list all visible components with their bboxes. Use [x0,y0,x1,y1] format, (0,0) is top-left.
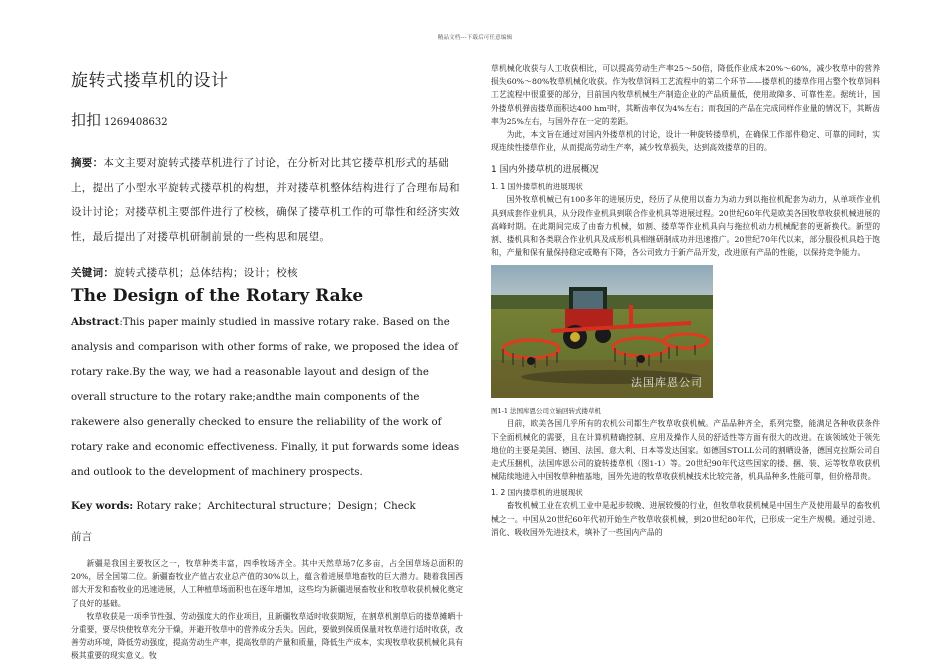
section-1-1-paragraph-1: 国外牧草机械已有100多年的进展历史，经历了从使用以畜力为动力到以拖拉机配套为动力，从单项作业机具到成套作业机具，从分段作业机具到联合作业机具等进展过程。20世纪60年代是欧美各国牧草收获机械进展的高峰时期。在此期间完成了由畜力机械，如割、搂草等作业机具向与拖拉机动力机械配套的更新换代。新型的割、搂机具和各类联合作业机具及成形机具相继研制成功并迅速推广。20世纪70年代以来，部分服役机具趋于饱和，产量和保有量保持稳定或略有下降，各公司致力于新产品开发，改进原有产品的性能，以保持竞争能力。 [491,195,880,258]
section-1-heading: 1 国内外搂草机的进展概况 [491,165,599,176]
left-column [71,64,463,663]
continued-paragraph: 草机械化收获与人工收获相比，可以提高劳动生产率25～50倍，降低作业成本20%～60%，减少牧草中的营养损失60%～80%牧草机械化收获。作为牧草饲料工艺流程中的第二个环节——搂草机的搂草作用占整个牧草饲料工艺流程中很重要的部分，目前国内牧草机械生产制造企业的产品质量低，使用故障多、可靠性差。据统计，国外搂草机弹齿搂草面积达400 hm²时，其断齿率仅为4%左右；而我国的产品在完成同样作业量的情况下，其断齿率为25%左右，与国外存在一定的差距。 [491,64,880,126]
photo-watermark: 法国库恩公司 [631,376,703,390]
author-id: 1269408632 [104,117,168,128]
figure-caption: 图1-1 法国库恩公司立轴回转式搂草机 [491,407,602,416]
cn-title: 旋转式搂草机的设计 [71,71,229,91]
cn-abstract-label: 摘要： [71,157,104,169]
section-1-2-heading: 1. 2 国内搂草机的进展现状 [491,488,583,498]
section-1-2-paragraph-1: 畜牧机械工业在农机工业中是起步较晚、进展较慢的行业，但牧草收获机械是中国生产及使用最早的畜牧机械之一。中国从20世纪60年代初开始生产牧草收获机械，到20世纪80年代，已形成一定生产规模。通过引进、消化、吸收国外先进技术，填补了一些国内产品的 [491,501,880,537]
en-keywords [71,496,463,517]
cn-keywords-text: 旋转式搂草机；总体结构；设计；校核 [114,267,298,279]
section-1-1-heading: 1. 1 国外搂草机的进展现状 [491,182,583,192]
en-title: The Design of the Rotary Rake [71,286,364,306]
cn-abstract-text: 本文主要对旋转式搂草机进行了讨论，在分析对比其它搂草机形式的基础上，提出了小型水平旋转式搂草机的构想，并对搂草机整体结构进行了合理布局和设计讨论；对搂草机主要部件进行了校核，确保了搂草机工作的可靠性和经济实效性，最后提出了对搂草机研制前景的一些构思和展望。 [71,157,460,243]
rotary-rake-photo [491,265,713,398]
author-line [71,109,463,131]
preface-paragraph-2: 牧草收获是一项季节性强、劳动强度大的作业项目，且新疆牧草适时收获期短，在割草机割草后的搂草摊晒十分重要，要尽快使牧草充分干燥，并避开牧草中的营养成分丢失。因此，要做到保质保量对牧草进行适时收获，改善劳动环境，降低劳动强度，提高劳动生产率，提高牧草的产量和质量，降低生产成本，实现牧草收获机械化具有极其重要的现实意义。牧 [71,611,463,661]
preface-heading: 前言 [71,531,92,543]
cn-keywords [71,263,463,283]
purpose-paragraph: 为此，本文旨在通过对国内外搂草机的讨论，设计一种旋转搂草机，在确保工作部件稳定、可靠的同时，实现连续性搂草作业，从而提高劳动生产率，减少牧草损失，达到高效搂草的目的。 [491,130,880,153]
en-keywords-text: Rotary rake；Architectural structure；Design；Check [133,501,416,512]
en-abstract-text: :This paper mainly studied in massive rotary rake. Based on the analysis and comparison with other forms of rake, we proposed the idea of rotary rake.By the way, we had a reasonable layout and design of the overall structure to the rotary rake;andthe main components of the rakewere also generally checked to ensure the reliability of the work of rotary rake and economic effectiveness. Finally, it put forwards some ideas and outlook to the development of machinery prospects. [71,317,460,478]
section-1-1-paragraph-2: 目前，欧美各国几乎所有的农机公司都生产牧草收获机械。产品品种齐全，系列完整，能满足各种收获条件下全面机械化的需要，且在计算机精确控制、应用及操作人员的舒适性等方面有很大的改进。在该领域处于领先地位的主要是美国、德国、法国、意大利、日本等发达国家。如德国STOLL公司的割晒设备，德国克拉斯公司自走式压捆机，法国库恩公司的旋转搂草机（图1-1）等。20世纪90年代这些国家的搂、捆、装、运等牧草收获机械陆续地进入中国牧草种植基地，国外先进的牧草收获机械技术比较完备，机具品种多,性能可靠，但价格昂贵。 [491,419,880,482]
page-header-watermark: 精品文档---下载后可任意编辑 [437,35,513,41]
right-column [491,62,880,539]
preface-body [71,557,463,663]
cn-abstract [71,151,463,249]
en-abstract [71,310,463,485]
cn-keywords-label: 关键词： [71,267,115,279]
en-keywords-label: Key words: [71,500,134,512]
en-abstract-label: Abstract [71,316,120,328]
author-name: 扣扣 [71,111,102,129]
preface-paragraph-1: 新疆是我国主要牧区之一，牧草种类丰富，四季牧场齐全。其中天然草场7亿多亩，占全国草场总面积的20%，居全国第二位。新疆畜牧业产值占农业总产值的30%以上，蕴含着进展草地畜牧的巨大潜力。随着我国西部大开发和畜牧业的迅速进展，人工种植草场面积也在逐年增加，这些均为新疆进展畜牧业和牧草收获机械化奠定了良好的基础。 [71,559,463,608]
